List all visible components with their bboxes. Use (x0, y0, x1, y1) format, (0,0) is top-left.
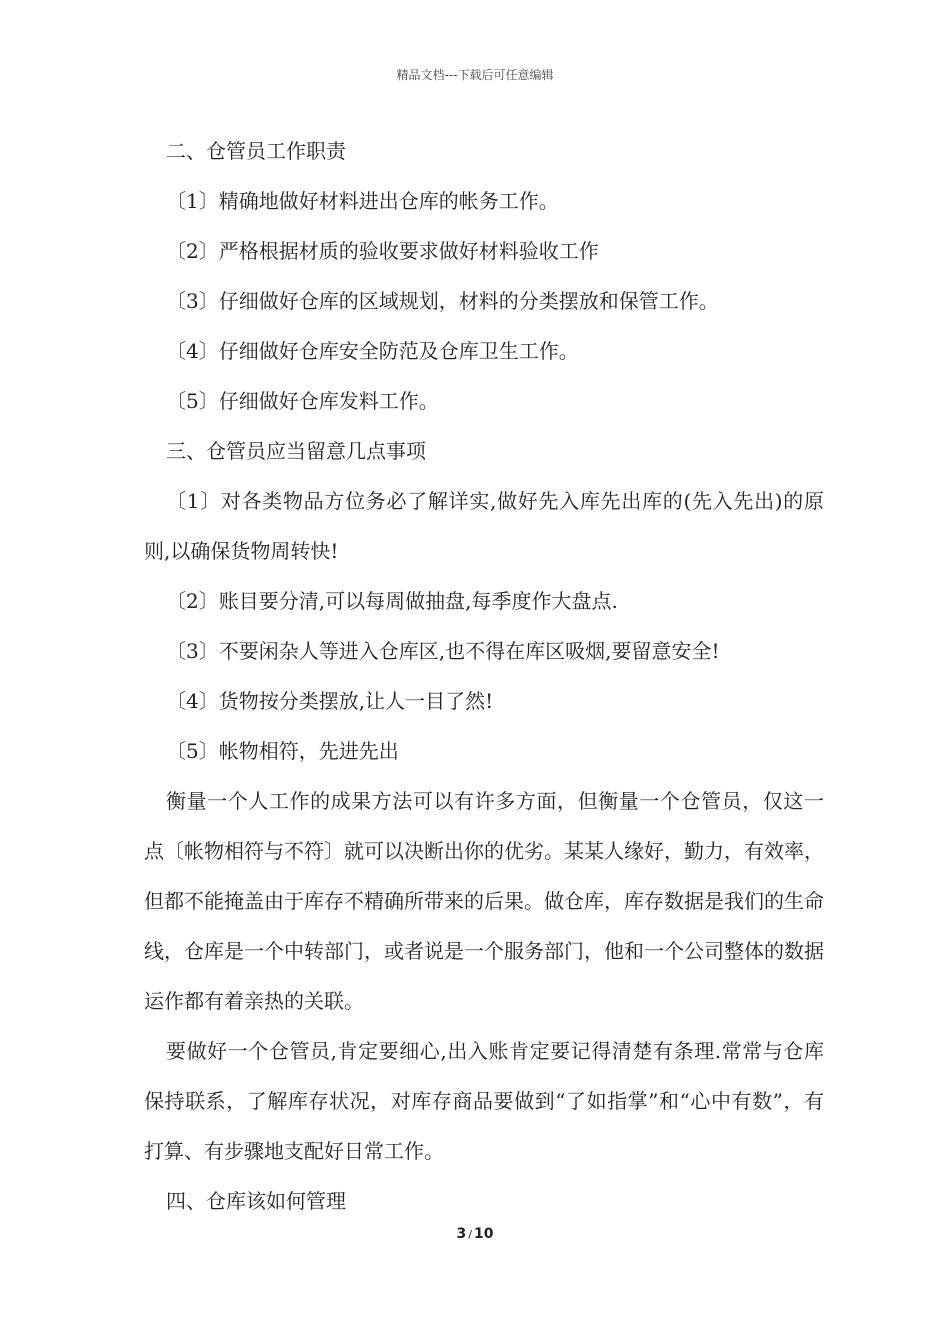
document-body (144, 126, 824, 1226)
body-paragraph: 要做好一个仓管员,肯定要细心,出入账肯定要记得清楚有条理.常常与仓库保持联系，了解库存状况，对库存商品要做到“了如指掌”和“心中有数”，有打算、有步骤地支配好日常工作。 (144, 1039, 824, 1163)
section-heading-notes: 三、仓管员应当留意几点事项 (166, 439, 426, 463)
page-number: 3 (456, 1226, 467, 1242)
list-item: 〔2〕账目要分清,可以每周做抽盘,每季度作大盘点. (166, 589, 618, 613)
list-item: 〔4〕货物按分类摆放,让人一目了然! (166, 689, 494, 713)
section-heading-management: 四、仓库该如何管理 (166, 1189, 346, 1213)
page-total: 10 (473, 1226, 494, 1242)
list-item: 〔3〕仔细做好仓库的区域规划，材料的分类摆放和保管工作。 (166, 289, 719, 313)
body-paragraph: 衡量一个人工作的成果方法可以有许多方面，但衡量一个仓管员，仅这一点〔帐物相符与不符〕就可以决断出你的优劣。某某人缘好，勤力，有效率，但都不能掩盖由于库存不精确所带来的后果。做仓库，库存数据是我们的生命线，仓库是一个中转部门，或者说是一个服务部门，他和一个公司整体的数据运作都有着亲热的关联。 (144, 789, 824, 1013)
list-item: 〔4〕仔细做好仓库安全防范及仓库卫生工作。 (166, 339, 579, 363)
list-item: 〔5〕仔细做好仓库发料工作。 (166, 389, 439, 413)
list-item: 〔3〕不要闲杂人等进入仓库区,也不得在库区吸烟,要留意安全! (166, 639, 720, 663)
page-separator: / (468, 1228, 472, 1241)
list-item: 〔1〕精确地做好材料进出仓库的帐务工作。 (166, 189, 559, 213)
page-header: 精品文档---下载后可任意编辑 (396, 68, 554, 82)
section-heading-duties: 二、仓管员工作职责 (166, 139, 346, 163)
list-item: 〔1〕对各类物品方位务必了解详实,做好先入库先出库的(先入先出)的原则,以确保货物周转快! (144, 489, 824, 563)
list-item: 〔2〕严格根据材质的验收要求做好材料验收工作 (166, 239, 599, 263)
page-footer (0, 1226, 950, 1242)
list-item: 〔5〕帐物相符，先进先出 (166, 739, 399, 763)
